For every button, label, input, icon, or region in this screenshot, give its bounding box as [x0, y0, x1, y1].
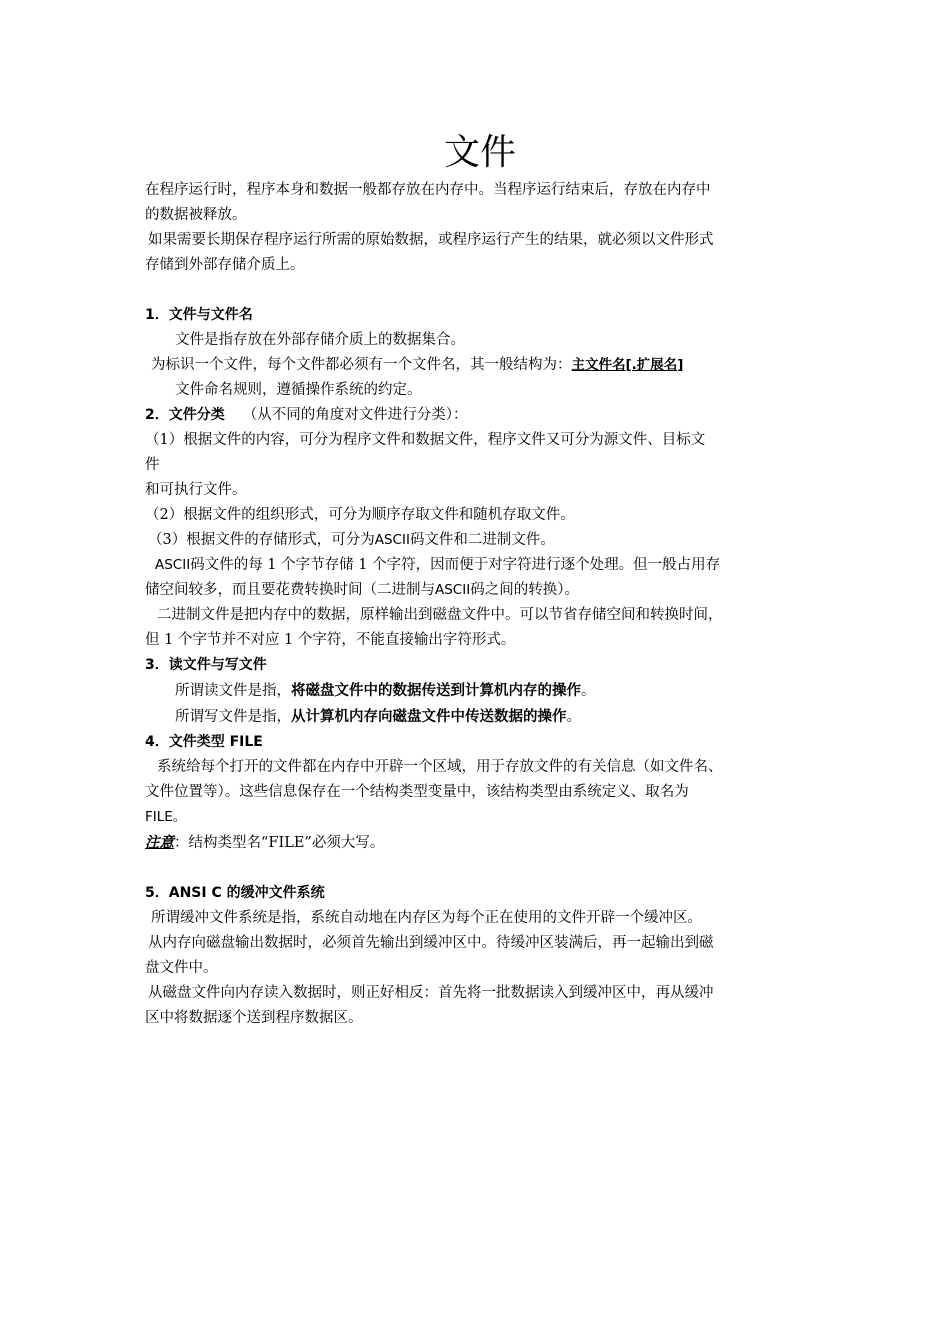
binary-desc-line-2: 但 1 个字节并不对应 1 个字符，不能直接输出字符形式。 [145, 632, 516, 648]
section-1-line-2 [145, 353, 815, 378]
intro-line-4: 存储到外部存储介质上。 [145, 257, 305, 273]
section-5-heading: 5．ANSI C 的缓冲文件系统 [145, 885, 325, 901]
read-file-pre: 所谓读文件是指， [175, 683, 291, 699]
binary-desc-line-1: 二进制文件是把内存中的数据，原样输出到磁盘文件中。可以节省存储空间和转换时间， [157, 607, 723, 623]
ascii-desc-line-1 [145, 553, 815, 578]
ascii-term-2: ASCII [435, 582, 471, 598]
write-file-definition: 从计算机内存向磁盘文件中传送数据的操作 [291, 708, 567, 725]
section-2-item-1-b: 件 [145, 457, 160, 473]
intro-line-1: 在程序运行时，程序本身和数据一般都存放在内存中。当程序运行结束后，存放在内存中 [145, 182, 711, 198]
spacer [145, 278, 815, 303]
section-1-line-1: 文件是指存放在外部存储介质上的数据集合。 [175, 332, 465, 348]
read-file-line [145, 678, 815, 704]
page-title: 文件 [443, 132, 516, 173]
section-5-line-5: 区中将数据逐个送到程序数据区。 [145, 1010, 363, 1026]
section-1-line-2-text: 为标识一个文件，每个文件都必须有一个文件名，其一般结构为： [151, 357, 572, 373]
section-2-note: （从不同的角度对文件进行分类）： [242, 407, 468, 423]
write-file-end: 。 [566, 709, 581, 725]
section-2-item-3-pre: （3）根据文件的存储形式，可分为 [148, 532, 375, 548]
section-4-line-3: FILE。 [145, 809, 187, 825]
section-2-item-1-a: （1）根据文件的内容，可分为程序文件和数据文件，程序文件又可分为源文件、目标文 [145, 432, 706, 448]
section-5-line-3: 盘文件中。 [145, 960, 218, 976]
ascii-desc-1-rest: 码文件的每 1 个字节存储 1 个字符，因而便于对字符进行逐个处理。但一般占用存 [190, 557, 721, 573]
section-3-heading: 3．读文件与写文件 [145, 657, 267, 673]
section-2-item-1-c: 和可执行文件。 [145, 482, 247, 498]
ascii-term-1: ASCII [155, 557, 191, 573]
section-2-item-3-ascii: ASCII [374, 532, 410, 548]
write-file-line [145, 704, 815, 730]
write-file-pre: 所谓写文件是指， [175, 709, 291, 725]
file-name-structure: 主文件名[.扩展名] [571, 357, 684, 373]
intro-line-3: 如果需要长期保存程序运行所需的原始数据，或程序运行产生的结果，就必须以文件形式 [148, 232, 714, 248]
section-1-heading: 1．文件与文件名 [145, 307, 253, 323]
section-5-line-1: 所谓缓冲文件系统是指，系统自动地在内存区为每个正在使用的文件开辟一个缓冲区。 [151, 910, 702, 926]
section-2-heading [145, 403, 815, 428]
note-text: ：结构类型名“FILE”必须大写。 [174, 835, 385, 851]
section-1-line-3: 文件命名规则，遵循操作系统的约定。 [175, 382, 422, 398]
note-label: 注意 [145, 834, 174, 851]
section-2-item-3-post: 码文件和二进制文件。 [409, 532, 555, 548]
section-4-line-1: 系统给每个打开的文件都在内存中开辟一个区域，用于存放文件的有关信息（如文件名、 [157, 759, 723, 775]
read-file-end: 。 [581, 683, 596, 699]
document-body [145, 128, 815, 1031]
read-file-definition: 将磁盘文件中的数据传送到计算机内存的操作 [291, 682, 581, 699]
section-5-line-2: 从内存向磁盘输出数据时，必须首先输出到缓冲区中。待缓冲区装满后，再一起输出到磁 [148, 935, 714, 951]
section-5-line-4: 从磁盘文件向内存读入数据时，则正好相反：首先将一批数据读入到缓冲区中，再从缓冲 [148, 985, 714, 1001]
ascii-desc-line-2 [145, 578, 815, 603]
spacer [145, 856, 815, 881]
intro-line-2: 的数据被释放。 [145, 207, 247, 223]
ascii-desc-2-post: 码之间的转换）。 [470, 582, 579, 598]
section-4-note [145, 830, 815, 856]
section-4-heading: 4．文件类型 FILE [145, 734, 263, 750]
section-4-line-2: 文件位置等）。这些信息保存在一个结构类型变量中，该结构类型由系统定义、取名为 [145, 784, 689, 800]
ascii-desc-2-pre: 储空间较多，而且要花费转换时间（二进制与 [145, 582, 435, 598]
section-2-title: 2．文件分类 [145, 407, 225, 423]
section-2-item-2: （2）根据文件的组织形式，可分为顺序存取文件和随机存取文件。 [145, 507, 575, 523]
section-2-item-3 [145, 528, 815, 553]
